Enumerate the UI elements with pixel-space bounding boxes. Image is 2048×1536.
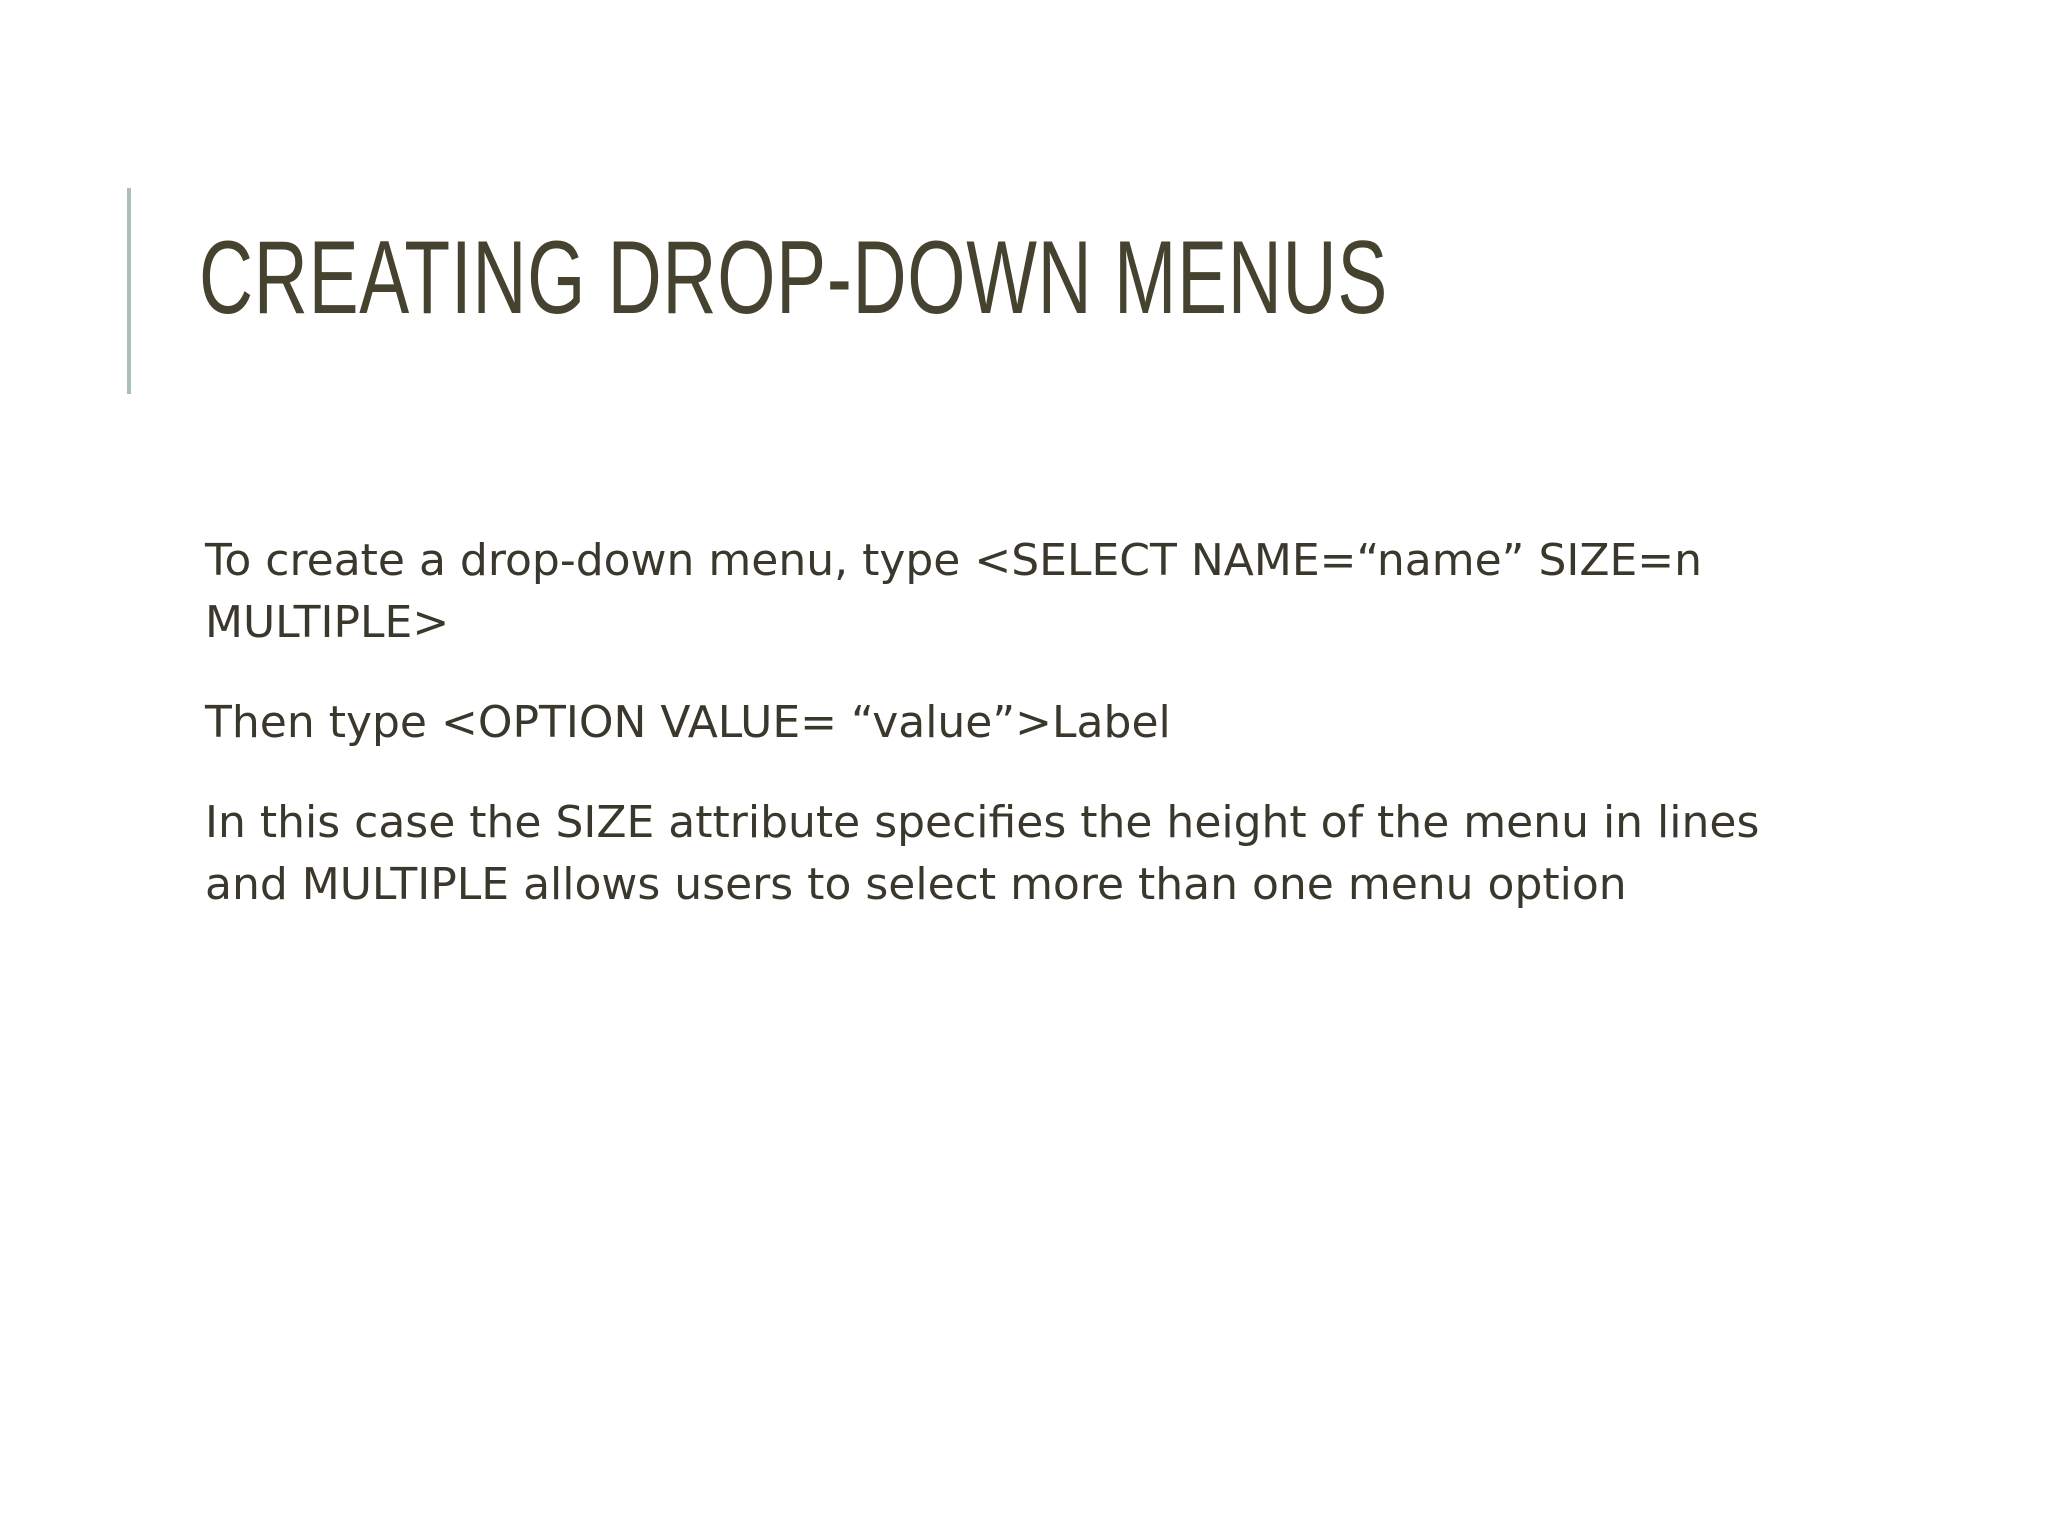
slide-title: CREATING DROP-DOWN MENUS: [199, 220, 1389, 336]
body-paragraph-size-multiple: In this case the SIZE attribute specifies the height of the menu in lines and MULTIPLE allows users to select more than one menu option: [205, 797, 1760, 910]
title-accent-bar: [127, 188, 131, 394]
slide-body: [205, 530, 1825, 954]
body-paragraph-option: Then type <OPTION VALUE= “value”>Label: [205, 697, 1171, 748]
body-paragraph-select: To create a drop-down menu, type <SELECT NAME=“name” SIZE=n MULTIPLE>: [205, 535, 1703, 648]
